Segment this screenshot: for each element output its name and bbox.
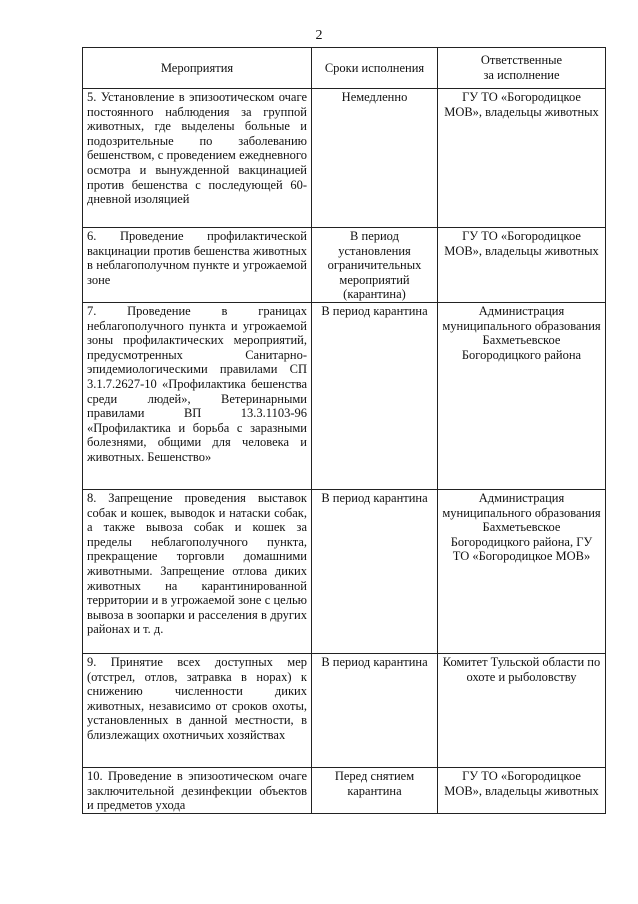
measure-cell: 7. Проведение в границах неблагополучного пункта и угрожаемой зоны профилактических мероприятий, предусмотренных Санитарно-эпидемиологическими правилами СП 3.1.7.2627-10 «Профилактика бешенства среди людей», Ветеринарными правилами ВП 13.3.1103-96 «Профилактика и борьба с заразными болезнями, общими для человека и животных. Бешенство»	[83, 302, 312, 489]
term-cell: В период карантина	[312, 653, 438, 767]
measure-cell: 6. Проведение профилактической вакцинации против бешенства животных в неблагополучном пункте и угрожаемой зоне	[83, 228, 312, 303]
responsible-cell: ГУ ТО «Богородицкое МОВ», владельцы животных	[438, 228, 606, 303]
table-row	[83, 89, 606, 228]
term-cell: В период карантина	[312, 302, 438, 489]
responsible-cell: ГУ ТО «Богородицкое МОВ», владельцы животных	[438, 767, 606, 813]
term-cell: Немедленно	[312, 89, 438, 228]
header-responsible-line1: Ответственные	[480, 53, 563, 68]
measure-cell: 10. Проведение в эпизоотическом очаге заключительной дезинфекции объектов и предметов ухода	[83, 767, 312, 813]
responsible-cell: Администрация муниципального образования Бахметьевское Богородицкого района	[438, 302, 606, 489]
header-responsible-line2: за исполнение	[483, 68, 560, 82]
term-cell: В период карантина	[312, 489, 438, 653]
measure-cell: 5. Установление в эпизоотическом очаге постоянного наблюдения за группой животных, где выделены больные и подозрительные по заболеванию бешенством, с проведением ежедневного осмотра и вынужденной вакцинацией против бешенства с последующей 60-дневной изоляцией	[83, 89, 312, 228]
measure-cell: 8. Запрещение проведения выставок собак и кошек, выводок и натаски собак, а также вывоза собак и кошек за пределы неблагополучного пункта, прекращение торговли домашними животными. Запрещение отлова диких животных на карантинированной территории и в угрожаемой зоне с целью вывоза в зоопарки и расселения в других районах и т. д.	[83, 489, 312, 653]
header-terms: Сроки исполнения	[312, 48, 438, 89]
table-row	[83, 302, 606, 489]
header-responsible	[438, 48, 606, 89]
measures-table	[82, 47, 606, 814]
measure-cell: 9. Принятие всех доступных мер (отстрел, отлов, затравка в норах) к снижению численности диких животных, независимо от сроков охоты, установленных в данной местности, в близлежащих охотничьих хозяйствах	[83, 653, 312, 767]
table-row	[83, 767, 606, 813]
term-cell: Перед снятием карантина	[312, 767, 438, 813]
header-measures: Мероприятия	[83, 48, 312, 89]
term-cell: В период установления ограничительных мероприятий (карантина)	[312, 228, 438, 303]
responsible-cell: ГУ ТО «Богородицкое МОВ», владельцы животных	[438, 89, 606, 228]
table-row	[83, 489, 606, 653]
page-number: 2	[315, 28, 323, 43]
responsible-cell: Комитет Тульской области по охоте и рыболовству	[438, 653, 606, 767]
table-header-row	[83, 48, 606, 89]
table-row	[83, 228, 606, 303]
responsible-cell: Администрация муниципального образования Бахметьевское Богородицкого района, ГУ ТО «Богородицкое МОВ»	[438, 489, 606, 653]
table-row	[83, 653, 606, 767]
